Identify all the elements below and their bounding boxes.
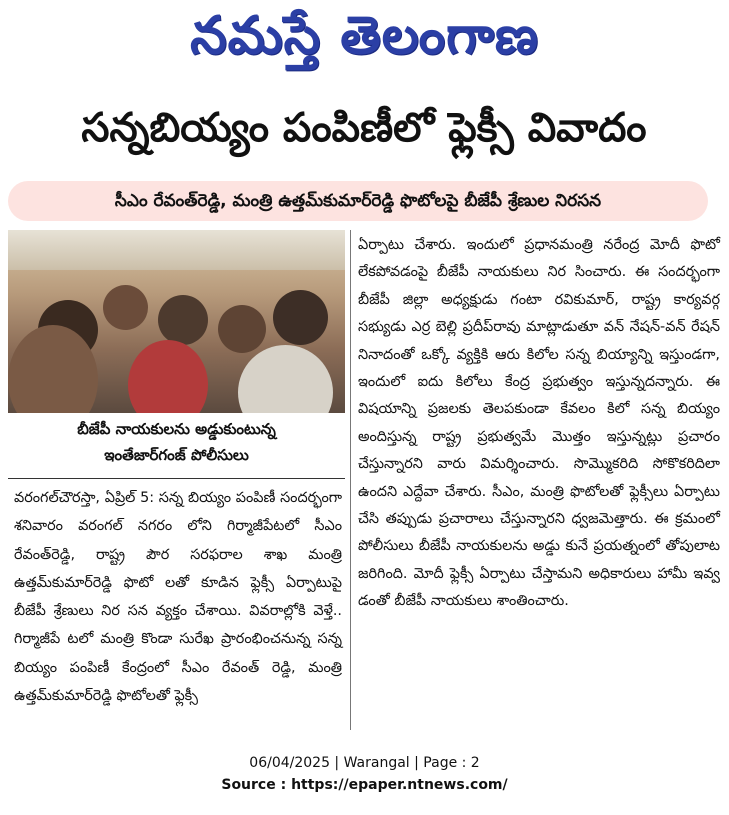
news-photo [8,230,345,413]
photo-caption-line: బీజేపీ నాయకులను అడ్డుకుంటున్న [77,420,276,438]
article-body-left-column [14,484,342,710]
photo-caption-line: ఇంతేజార్‌గంజ్ పోలీసులు [104,446,249,464]
photo-figure [273,290,328,345]
subheadline-banner [8,181,708,221]
masthead [0,0,729,98]
photo-figure [238,345,333,413]
edition-info: 06/04/2025 | Warangal | Page : 2 [249,755,480,771]
article-paragraph: వరంగల్‌చౌరస్తా, ఏప్రిల్ 5: సన్న బియ్యం పంపిణీ సందర్భంగా శనివారం వరంగల్ నగరం లోని గిర్మాజీపేటలో సీఎం రేవంత్‌రెడ్డి, రాష్ట్ర పౌర సరఫరాల శాఖ మంత్రి ఉత్తమ్‌కుమార్‌రెడ్డి ఫొటో లతో కూడిన ఫ్లెక్సీ ఏర్పాటుపై బీజేపీ శ్రేణులు నిర సన వ్యక్తం చేశాయి. వివరాల్లోకి వెళ్తే.. గిర్మాజీపే టలో మంత్రి కొండా సురేఖ ప్రారంభించనున్న సన్న బియ్యం పంపిణీ కేంద్రంలో సీఎం రేవంత్ రెడ్డి, మంత్రి ఉత్తమ్‌కుమార్‌రెడ్డి ఫొటోలతో ఫ్లెక్సీ [14,490,342,705]
page-footer [0,752,729,796]
source-link[interactable]: Source : https://epaper.ntnews.com/ [221,777,508,793]
article-headline: సన్నబియ్యం పంపిణీలో ఫ్లెక్సీ వివాదం [81,105,647,151]
caption-divider [8,478,345,479]
photo-figure [158,295,208,345]
article-body-right-column [358,232,720,616]
photo-figure [128,340,208,413]
article-paragraph: ఏర్పాటు చేశారు. ఇందులో ప్రధానమంత్రి నరేంద్ర మోదీ ఫొటో లేకపోవడంపై బీజేపీ నాయకులు నిర సించారు. ఈ సందర్భంగా బీజేపీ జిల్లా అధ్యక్షుడు గంటా రవికుమార్, రాష్ట్ర కార్యవర్గ సభ్యుడు ఎర్ర బెల్లి ప్రదీప్‌రావు మాట్లాడుతూ వన్ నేషన్-వన్ రేషన్ నినాదంతో ఒక్కో వ్యక్తికి ఆరు కిలోల సన్న బియ్యాన్ని ఇస్తుండగా, ఇందులో ఐదు కిలోలు కేంద్ర ప్రభుత్వం ఇస్తున్నదన్నారు. ఈ విషయాన్ని ప్రజలకు తెలపకుండా కేవలం కిలో సన్న బియ్యం అందిస్తున్న రాష్ట్ర ప్రభుత్వమే మొత్తం ఇస్తున్నట్లు ప్రచారం చేస్తున్నారని వారు విమర్శించారు. సొమ్మొకరిది సోకొకరిదిలా ఉందని ఎద్దేవా చేశారు. సీఎం, మంత్రి ఫొటోలతో ఫ్లెక్సీలు ఏర్పాటు చేసి తప్పుడు ప్రచారాలు చేస్తున్నారని ధ్వజమెత్తారు. ఈ క్రమంలో పోలీసులు బీజేపీ నాయకులను అడ్డు కునే ప్రయత్నంలో తోపులాట జరిగింది. మోదీ ఫ్లెక్సీ ఏర్పాటు చేస్తామని అధికారులు హామీ ఇవ్వ డంతో బీజేపీ నాయకులు శాంతించారు. [358,237,720,610]
photo-caption [8,416,345,476]
photo-background [8,230,345,270]
photo-figure [218,305,266,353]
photo-figure [103,285,148,330]
article-subheadline: సీఎం రేవంత్‌రెడ్డి, మంత్రి ఉత్తమ్‌కుమార్‌రెడ్డి ఫొటోలపై బీజేపీ శ్రేణుల నిరసన [114,191,602,211]
newspaper-logo: నమస్తే తెలంగాణ [190,6,539,66]
column-divider [350,230,351,730]
